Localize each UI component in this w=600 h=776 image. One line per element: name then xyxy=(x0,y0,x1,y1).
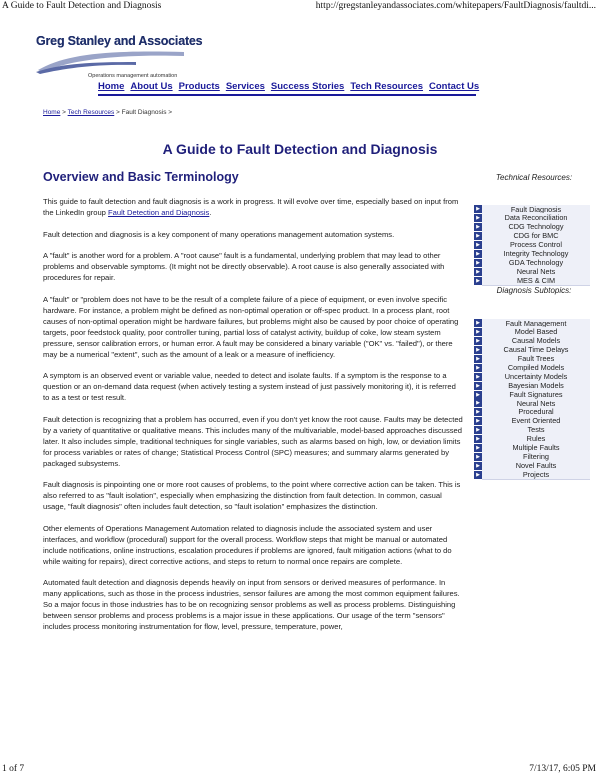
arrow-icon: ▶ xyxy=(474,364,482,372)
paragraph: Fault diagnosis is pinpointing one or more root causes of problems, to the point where corrective action can be taken. This is also referred to as "fault isolation", especially when emphasizing the distinction from fault detection. In common, casual usage, "fault diagnosis" often includes fault detection, so "fault isolation" emphasizes the distinction. xyxy=(43,480,461,511)
sidebar-item[interactable]: ▶ Uncertainty Models xyxy=(474,372,590,381)
arrow-icon: ▶ xyxy=(474,223,482,231)
sidebar-item[interactable]: ▶ Neural Nets xyxy=(474,267,590,276)
arrow-icon: ▶ xyxy=(474,337,482,345)
arrow-icon: ▶ xyxy=(474,435,482,443)
arrow-icon: ▶ xyxy=(474,346,482,354)
arrow-icon: ▶ xyxy=(474,444,482,452)
paragraph: A symptom is an observed event or variable value, needed to detect and isolate faults. If a symptom is the response to a question or an on-demand data request (when actively testing a system instead of just passively monitoring it), it is referred to as a test or test result. xyxy=(43,371,456,402)
paragraph: Fault detection is recognizing that a problem has occurred, even if you don't yet know the root cause. Faults may be detected by a variety of quantitative or qualitative means. This includes many of the multivariable, model-based approaches discussed later. It also includes simple, traditional techniques for single variables, such as alarms based on high, low, or deviation limits for process variables or rates of change; Statistical Process Control (SPC) measures; and summary alarms generated by packaged subsystems. xyxy=(43,414,463,468)
arrow-icon: ▶ xyxy=(474,408,482,416)
print-timestamp: 7/13/17, 6:05 PM xyxy=(529,764,596,774)
company-logo[interactable] xyxy=(36,32,203,84)
paragraph: Other elements of Operations Management Automation related to diagnosis include the associated system and user interfaces, and workflow (procedural) support for the overall process. Workflow steps that might be manual or automated include notifications, online instructions, escalation procedures if problems are ignored, fault mitigation actions (what to do while waiting for repairs), direct corrective actions, and steps to return to normal once repairs are complete. xyxy=(43,523,452,566)
nav-divider xyxy=(98,94,476,96)
arrow-icon: ▶ xyxy=(474,241,482,249)
paragraph: Fault detection and diagnosis is a key component of many operations management automation systems. xyxy=(43,229,395,239)
arrow-icon: ▶ xyxy=(474,328,482,336)
sidebar-item[interactable]: ▶ Model Based xyxy=(474,328,590,337)
tech-resources-label: Technical Resources: xyxy=(495,173,573,182)
diagnosis-subtopics-label: Diagnosis Subtopics: xyxy=(496,286,572,295)
sidebar-item[interactable]: ▶ Neural Nets xyxy=(474,399,590,408)
sidebar-item[interactable]: ▶ Rules xyxy=(474,435,590,444)
logo-name: Greg Stanley and Associates xyxy=(36,34,203,48)
arrow-icon: ▶ xyxy=(474,471,482,479)
page-count: 1 of 7 xyxy=(2,764,25,774)
arrow-icon: ▶ xyxy=(474,250,482,258)
section-heading: Overview and Basic Terminology xyxy=(43,170,239,184)
sidebar-item[interactable]: ▶ Novel Faults xyxy=(474,461,590,470)
arrow-icon: ▶ xyxy=(474,462,482,470)
arrow-icon: ▶ xyxy=(474,268,482,276)
arrow-icon: ▶ xyxy=(474,319,482,327)
nav-success-stories[interactable]: Success Stories xyxy=(270,81,345,92)
sidebar-item[interactable]: ▶ Fault Management xyxy=(474,319,590,328)
nav-services[interactable]: Services xyxy=(225,81,265,92)
sidebar-item[interactable]: ▶ Bayesian Models xyxy=(474,381,590,390)
arrow-icon: ▶ xyxy=(474,382,482,390)
print-header-url: http://gregstanleyandassociates.com/whitepapers/FaultDiagnosis/faultdi... xyxy=(315,1,596,11)
arrow-icon: ▶ xyxy=(474,391,482,399)
arrow-icon: ▶ xyxy=(474,214,482,222)
diagnosis-subtopics-list xyxy=(474,319,590,479)
linkedin-group-link[interactable]: Fault Detection and Diagnosis xyxy=(108,208,210,217)
breadcrumb-home[interactable]: Home xyxy=(43,109,61,116)
arrow-icon: ▶ xyxy=(474,259,482,267)
sidebar-item[interactable]: ▶ Projects xyxy=(474,470,590,479)
sidebar-item[interactable]: ▶ Data Reconciliation xyxy=(474,214,590,223)
paragraph: This guide to fault detection and fault diagnosis is a work in progress. It will evolve over time, especially based on input from the LinkedIn group Fault Detection and Diagnosis. xyxy=(43,197,459,217)
article-body xyxy=(43,196,463,643)
arrow-icon: ▶ xyxy=(474,417,482,425)
arrow-icon: ▶ xyxy=(474,355,482,363)
breadcrumb-current: > Fault Diagnosis > xyxy=(114,109,173,116)
sidebar-item[interactable]: ▶ Fault Diagnosis xyxy=(474,205,590,214)
print-footer xyxy=(2,762,596,774)
sidebar-item[interactable]: ▶ Filtering xyxy=(474,452,590,461)
sidebar-item[interactable]: ▶ Process Control xyxy=(474,241,590,250)
sidebar-item[interactable]: ▶ CDG for BMC xyxy=(474,232,590,241)
paragraph: Automated fault detection and diagnosis depends heavily on input from sensors or derived measures of performance. In many applications, such as those in the process industries, sensor failures are among the most common equipment failures. So a major focus in those industries has to be on recognizing sensor problems as well as process problems. Distinguishing between sensor problems and process problems is a major issue in these applications. Our usage of the term "sensors" includes process monitoring instrumentation for flow, level, pressure, temperature, power, xyxy=(43,578,460,631)
page-title: A Guide to Fault Detection and Diagnosis xyxy=(162,141,438,157)
arrow-icon: ▶ xyxy=(474,373,482,381)
breadcrumb xyxy=(43,109,172,116)
arrow-icon: ▶ xyxy=(474,453,482,461)
nav-tech-resources[interactable]: Tech Resources xyxy=(350,81,424,92)
main-nav xyxy=(98,81,479,92)
arrow-icon: ▶ xyxy=(474,277,482,285)
sidebar-item[interactable]: ▶ Causal Models xyxy=(474,337,590,346)
sidebar-item[interactable]: ▶ Integrity Technology xyxy=(474,249,590,258)
nav-home[interactable]: Home xyxy=(98,81,125,92)
arrow-icon: ▶ xyxy=(474,205,482,213)
sidebar-item[interactable]: ▶ CDG Technology xyxy=(474,223,590,232)
sidebar-item[interactable]: ▶ Fault Signatures xyxy=(474,390,590,399)
arrow-icon: ▶ xyxy=(474,426,482,434)
sidebar-item[interactable]: ▶ Fault Trees xyxy=(474,355,590,364)
nav-products[interactable]: Products xyxy=(178,81,220,92)
arrow-icon: ▶ xyxy=(474,399,482,407)
paragraph: A "fault" or "problem does not have to be the result of a complete failure of a piece of equipment, or even involve specific hardware. For instance, a problem might be defined as non-optimal operation or off-spec product. In a process plant, root causes of non-optimal operation might be hardware failures, but problems might also be caused by poor choice of operating targets, poor feedstock quality, poor controller tuning, partial loss of catalyst activity, buildup of coke, low steam system pressure, sensor calibration errors, or human error. A fault may be considered a binary variable ("OK" vs. "failed"), or there may be a numerical "extent", such as the amount of a leak or a measure of inefficiency. xyxy=(43,294,459,359)
sidebar-item[interactable]: ▶ Procedural xyxy=(474,408,590,417)
breadcrumb-sep: > xyxy=(60,109,68,116)
sidebar-item[interactable]: ▶ Multiple Faults xyxy=(474,443,590,452)
paragraph: A "fault" is another word for a problem. A "root cause" fault is a fundamental, underlying problem that may lead to other problems and observable symptoms. (It might not be directly observable). A root cause is also generally associated with procedures for repair. xyxy=(43,251,445,282)
sidebar-item[interactable]: ▶ GDA Technology xyxy=(474,258,590,267)
arrow-icon: ▶ xyxy=(474,232,482,240)
print-header xyxy=(2,1,596,13)
sidebar-item[interactable]: ▶ Causal Time Delays xyxy=(474,346,590,355)
logo-tagline: Operations management automation xyxy=(88,73,178,79)
sidebar-item[interactable]: ▶ Compiled Models xyxy=(474,363,590,372)
nav-about-us[interactable]: About Us xyxy=(130,81,173,92)
nav-contact-us[interactable]: Contact Us xyxy=(429,81,480,92)
print-header-title: A Guide to Fault Detection and Diagnosis xyxy=(2,1,162,11)
sidebar-item[interactable]: ▶ Event Oriented xyxy=(474,417,590,426)
tech-resources-list xyxy=(474,205,590,285)
sidebar-item[interactable]: ▶ Tests xyxy=(474,426,590,435)
breadcrumb-tech-resources[interactable]: Tech Resources xyxy=(67,109,115,116)
sidebar-item[interactable]: ▶ MES & CIM xyxy=(474,276,590,285)
logo-swoosh-icon xyxy=(36,48,186,74)
